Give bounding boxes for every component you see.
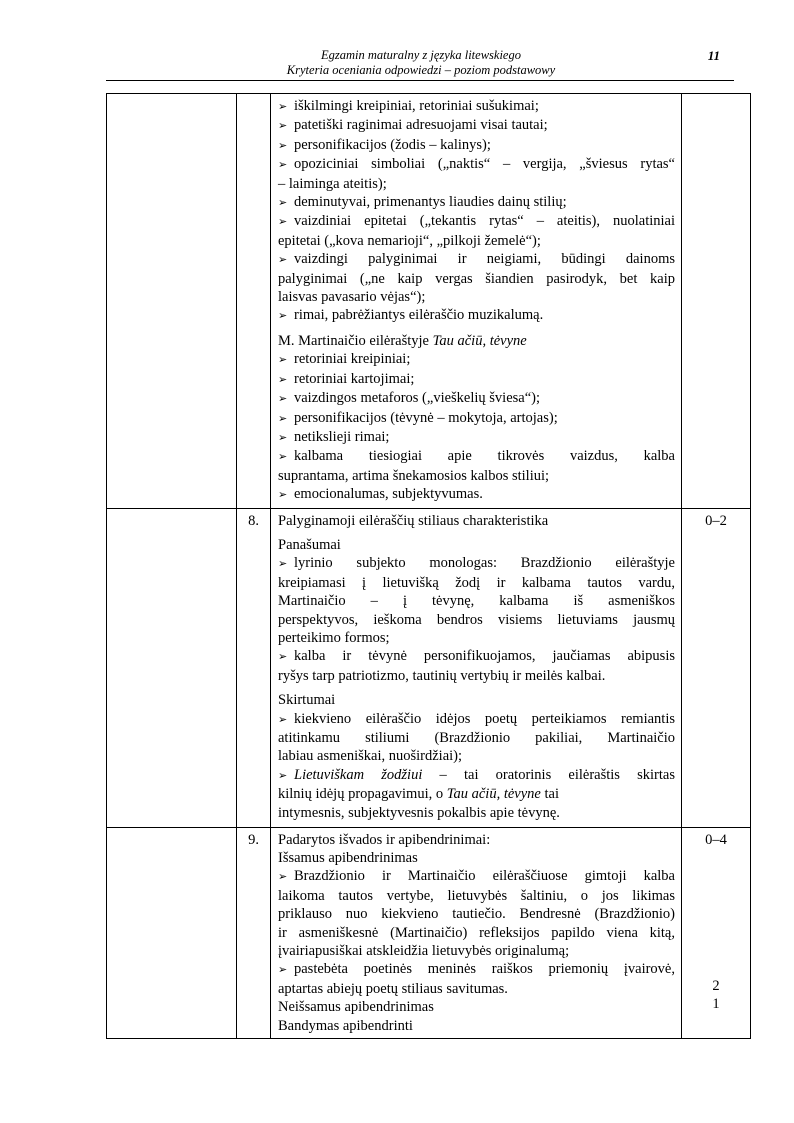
list-item-text: rimai, pabrėžiantys eilėraščio muzikalumą. (294, 307, 544, 324)
list-item-continuation (278, 175, 675, 193)
bullet-arrow-icon: ➢ (278, 215, 288, 229)
list-item-continuation (278, 747, 675, 765)
list-item-text: priklauso nuo kiekvieno tautiečio. Bendresnė (Brazdžionio) (278, 906, 675, 923)
list-item (278, 136, 675, 155)
list-item-text: kilnių idėjų propagavimui, o (278, 786, 447, 803)
list-item (278, 212, 675, 231)
header-subtitle: Kryteria oceniania odpowiedzi – poziom podstawowy (286, 63, 556, 77)
bullet-arrow-icon: ➢ (278, 411, 288, 425)
list-item (278, 647, 675, 666)
score: 0–2 (682, 508, 751, 827)
list-item-continuation (278, 942, 675, 960)
bullet-arrow-icon: ➢ (278, 430, 288, 444)
list-item-continuation (278, 467, 675, 485)
empty-cell (107, 94, 237, 509)
list-item (278, 409, 675, 428)
list-item-text: personifikacijos (žodis – kalinys); (294, 136, 491, 153)
score-cell (682, 94, 751, 509)
partial-summary-heading: Neišsamus apibendrinimas (278, 999, 434, 1016)
list-item-text: perteikimo formos; (278, 629, 390, 646)
list-item-text: opoziciniai simboliai („naktis“ – vergija, „šviesus rytas“ (294, 156, 675, 173)
list-item-text: vaizdingos metaforos („vieškelių šviesa“); (294, 390, 541, 407)
list-item-text: laisvas pavasario vėjas“); (278, 289, 426, 306)
list-item (278, 710, 675, 729)
list-item (278, 447, 675, 466)
item-number: 8. (237, 508, 271, 827)
list-item-text: labiau asmeniškai, nuoširdžiai); (278, 748, 463, 765)
list-item (278, 867, 675, 886)
bullet-arrow-icon: ➢ (278, 488, 288, 502)
list-item-text: iškilmingi kreipiniai, retoriniai sušukimai; (294, 98, 539, 114)
list-item (278, 554, 675, 573)
differences-section (278, 691, 675, 822)
bullet-arrow-icon: ➢ (278, 650, 288, 664)
list-item-text: kreipiamasi į lietuvišką žodį ir kalbama tautos vardu, (278, 574, 675, 591)
bullet-list-martinaitis (278, 350, 675, 504)
list-item-text: retoriniai kreipiniai; (294, 351, 411, 368)
list-item (278, 485, 675, 504)
criterion-title: Padarytos išvados ir apibendrinimai: (278, 831, 491, 848)
list-item (278, 116, 675, 135)
list-item-line: intymesnis, subjektyvesnis pokalbis apie tėvynę. (278, 804, 560, 821)
criteria-cell (271, 508, 682, 827)
list-item (278, 306, 675, 325)
list-item-text: tai (540, 786, 559, 803)
list-item-text: lyrinio subjekto monologas: Brazdžionio eilėraštyje (294, 555, 675, 572)
item-number-cell (237, 94, 271, 509)
list-item-text: įvairiapusiškai atskleidžia lietuvybės originalumą; (278, 942, 570, 959)
list-item-continuation (278, 729, 675, 747)
list-item-text: retoriniai kartojimai; (294, 370, 415, 387)
table-row (107, 827, 751, 1038)
criteria-cell (271, 94, 682, 509)
list-item-text: perspektyvos, ieškoma bendros visiems lietuviams jausmų (278, 611, 675, 628)
bullet-arrow-icon: ➢ (278, 196, 288, 210)
bullet-arrow-icon: ➢ (278, 309, 288, 323)
list-item-text: aptartas abiejų poetų stiliaus savitumas. (278, 980, 508, 997)
empty-cell (107, 827, 237, 1038)
list-item (278, 960, 675, 979)
list-item-continuation (278, 288, 675, 306)
bullet-arrow-icon: ➢ (278, 100, 288, 113)
list-item-continuation (278, 611, 675, 629)
list-item-text: suprantama, artima šnekamosios kalbos stiliui; (278, 467, 550, 484)
list-item-continuation (278, 592, 675, 610)
poem-title: Lietuviškam žodžiui (294, 766, 423, 783)
list-item-text: kalbama tiesiogiai apie tikrovės vaizdus, kalba (294, 448, 675, 465)
list-item-text: vaizdingi palyginimai ir neigiami, būdingi dainoms (294, 251, 675, 268)
bullet-arrow-icon: ➢ (278, 353, 288, 367)
martinaitis-intro (278, 332, 675, 350)
table-row (107, 508, 751, 827)
similarities-list (278, 554, 675, 685)
list-item-text: laikoma tautos vertybe, lietuvybės šaltiniu, o jos likimas (278, 887, 675, 904)
bullet-arrow-icon: ➢ (278, 557, 288, 571)
similarities-section (278, 536, 675, 685)
score-cell (682, 827, 751, 1038)
page-number: 11 (707, 48, 720, 63)
bullet-arrow-icon: ➢ (278, 450, 288, 464)
list-item-continuation (278, 232, 675, 250)
list-item-continuation (278, 270, 675, 288)
bullet-arrow-icon: ➢ (278, 963, 288, 977)
list-item-continuation (278, 924, 675, 942)
criteria-table (106, 93, 751, 1039)
differences-list (278, 710, 675, 766)
differences-heading: Skirtumai (278, 692, 336, 709)
list-item-text: vaizdiniai epitetai („tekantis rytas“ – ateitis), nuolatiniai (294, 213, 675, 230)
score-partial: 1 (712, 996, 720, 1013)
list-item-text: personifikacijos (tėvynė – mokytoja, artojas); (294, 409, 558, 426)
bullet-arrow-icon: ➢ (278, 119, 288, 133)
list-item-continuation (278, 667, 675, 685)
list-item-text: ryšys tarp patriotizmo, tautinių vertybių ir meilės kalbai. (278, 667, 606, 684)
summary-criteria-list (278, 867, 675, 998)
criteria-cell (271, 827, 682, 1038)
poem-title: Tau ačiū, tėvyne (432, 332, 527, 349)
list-item-text: epitetai („kova nemarioji“, „pilkoji žemelė“); (278, 232, 541, 249)
list-item (278, 193, 675, 212)
bullet-arrow-icon: ➢ (278, 372, 288, 386)
list-item-continuation (278, 980, 675, 998)
bullet-arrow-icon: ➢ (278, 870, 288, 884)
list-item-text: pastebėta poetinės meninės raiškos priemonių įvairovė, (294, 961, 675, 978)
poem-title: Tau ačiū, tėvyne (446, 786, 541, 803)
list-item-text: Martinaičio – į tėvynę, kalbama iš asmeniškos (278, 593, 675, 610)
table-row (107, 94, 751, 509)
bullet-arrow-icon: ➢ (278, 712, 288, 726)
list-item (278, 155, 675, 174)
list-item-text: – laiminga ateitis); (278, 175, 387, 192)
attempt-summary-heading: Bandymas apibendrinti (278, 1017, 413, 1034)
similarities-heading: Panašumai (278, 536, 341, 553)
list-item (278, 389, 675, 408)
bullet-arrow-icon: ➢ (278, 158, 288, 172)
list-item-text: palyginimai („ne kaip vergas šiandien pasirodyk, bet kaip (278, 270, 675, 287)
list-item (278, 428, 675, 447)
empty-cell (107, 508, 237, 827)
bullet-arrow-icon: ➢ (278, 768, 288, 782)
list-item-text: atitinkamu stiliumi (Brazdžionio pakiliai, Martinaičio (278, 730, 675, 746)
list-item-continuation (278, 905, 675, 923)
list-item-text: emocionalumas, subjektyvumas. (294, 486, 483, 503)
list-item-text: kiekvieno eilėraščio idėjos poetų perteikiamos remiantis (294, 710, 675, 727)
list-item-text: patetiški raginimai adresuojami visai tautai; (294, 117, 548, 134)
header-exam-title: Egzamin maturalny z języka litewskiego (321, 48, 521, 62)
score-full: 2 (712, 977, 720, 994)
list-item-text: deminutyvai, primenantys liaudies dainų stilių; (294, 194, 567, 211)
page-header (106, 46, 734, 81)
list-item-continuation (278, 629, 675, 647)
list-item-continuation (278, 574, 675, 592)
list-item-text: Brazdžionio ir Martinaičio eilėraščiuose gimtoji kalba (294, 868, 675, 885)
bullet-list-brazdzionis (278, 97, 675, 326)
list-item-line (278, 766, 675, 785)
bullet-arrow-icon: ➢ (278, 138, 288, 152)
list-item (278, 350, 675, 369)
martinaitis-section (278, 332, 675, 505)
list-item-line (278, 785, 675, 803)
list-item (278, 370, 675, 389)
list-item-text: ir asmeniškesnė (Martinaičio) refleksijos papildo viena kitą, (278, 924, 675, 941)
criterion-title: Palyginamoji eilėraščių stiliaus charakteristika (278, 512, 549, 529)
item-number: 9. (237, 827, 271, 1038)
score: 0–4 (705, 831, 727, 848)
list-item-text: – tai oratorinis eilėraštis skirtas (422, 766, 675, 783)
bullet-arrow-icon: ➢ (278, 392, 288, 406)
list-item-text: kalba ir tėvynė personifikuojamos, jaučiamas abipusis (294, 648, 675, 665)
list-item (278, 97, 675, 116)
intro-text: M. Martinaičio eilėraštyje (278, 332, 433, 349)
full-summary-heading: Išsamus apibendrinimas (278, 849, 418, 866)
list-item-continuation (278, 887, 675, 905)
bullet-arrow-icon: ➢ (278, 253, 288, 267)
list-item-text: netikslieji rimai; (294, 428, 390, 445)
list-item (278, 250, 675, 269)
